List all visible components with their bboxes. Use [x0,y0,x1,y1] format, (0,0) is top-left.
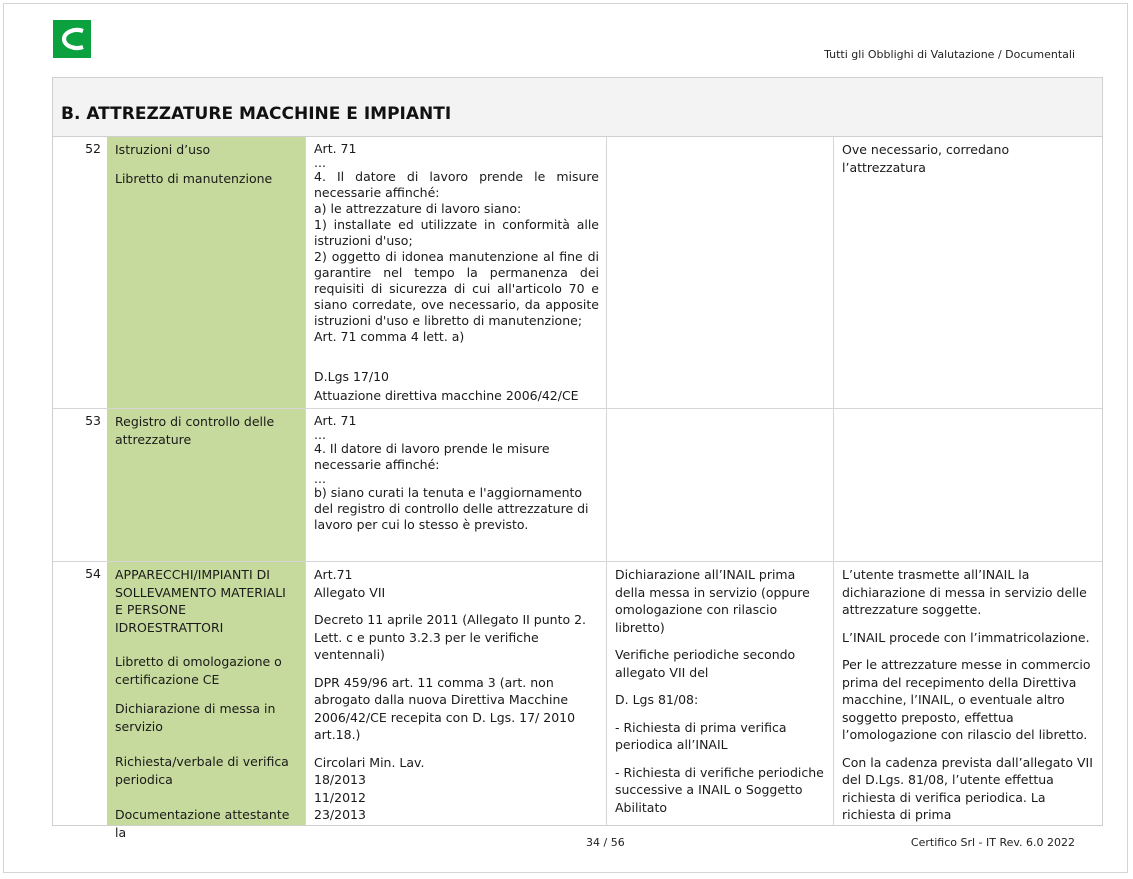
law-line: 4. Il datore di lavoro prende le misure necessarie affinché: [314,441,550,472]
row-obligation [607,562,834,825]
row-number: 53 [85,413,101,428]
obligation-text: Verifiche periodiche secondo allegato VII del [615,647,796,680]
item-label: Richiesta/verbale di verifica periodica [115,754,289,787]
section-title: B. ATTREZZATURE MACCHINE E IMPIANTI [53,78,1102,137]
page-number: 34 / 56 [586,836,625,849]
row-note [834,562,1102,825]
law-line: 23/2013 [314,807,366,822]
law-line: Art. 71 [314,141,357,156]
item-label: Documentazione attestante la [115,807,290,840]
law-line: Allegato VII [314,584,386,600]
row-items [107,409,306,561]
table-row [53,562,1102,840]
law-extra: Attuazione direttiva macchine 2006/42/CE [314,388,579,403]
item-label: Istruzioni d’uso [115,142,211,157]
obligation-text: - Richiesta di verifiche periodiche successive a INAIL o Soggetto Abilitato [615,764,824,815]
row-obligation [607,409,834,561]
logo-c-icon [53,20,91,58]
law-line: b) siano curati la tenuta e l'aggiornamento del registro di controllo delle attrezzature di lavoro per cui lo stesso è previsto. [314,485,589,532]
row-note [834,137,1102,408]
law-line: Art. 71 [314,413,357,428]
table-row [53,137,1102,409]
law-line: 1) installate ed utilizzate in conformità alle istruzioni d'uso; [314,217,599,248]
law-line: 4. Il datore di lavoro prende le misure necessarie affinché: [314,169,599,200]
row-law [306,137,607,408]
row-obligation [607,137,834,408]
law-line: 18/2013 [314,772,366,787]
law-line: Art. 71 comma 4 lett. a) [314,329,465,344]
header-subtitle: Tutti gli Obblighi di Valutazione / Documentali [824,48,1075,61]
obligation-text: D. Lgs 81/08: [615,692,699,707]
table-body [53,137,1102,840]
obligation-text: - Richiesta di prima verifica periodica all’INAIL [615,719,787,752]
row-note [834,409,1102,561]
item-label: Dichiarazione di messa in servizio [115,701,276,734]
note-text: L’utente trasmette all’INAIL la dichiarazione di messa in servizio delle attrezzature soggette. [842,567,1087,617]
item-label: Libretto di manutenzione [115,170,273,186]
law-line: DPR 459/96 art. 11 comma 3 (art. non abrogato dalla nuova Direttiva Macchine 2006/42/CE recepita con D. Lgs. 17/ 2010 art.18.) [314,674,576,742]
row-law [306,562,607,825]
law-line: 11/2012 [314,789,366,805]
law-line: 2) oggetto di idonea manutenzione al fine di garantire nel tempo la permanenza dei requisiti di sicurezza di cui all'articolo 70 e siano corredate, ove necessario, da apposite istruzioni d'uso e libretto di manutenzione; [314,249,599,328]
item-label: Registro di controllo delle attrezzature [115,414,275,447]
item-label: Libretto di omologazione o certificazione CE [115,654,282,687]
row-items [107,562,306,840]
note-text: Per le attrezzature messe in commercio prima del recepimento della Direttiva macchine, l’INAIL, o eventuale altro soggetto preposto, effettua l’omologazione con rilascio del libretto. [842,657,1091,742]
law-line: a) le attrezzature di lavoro siano: [314,201,522,216]
law-line: ... [314,155,326,170]
row-law [306,409,607,561]
table-row [53,409,1102,562]
law-line: ... [314,427,326,442]
law-line: Circolari Min. Lav. [314,754,425,770]
law-line: Art.71 [314,567,353,582]
note-text: Ove necessario, corredano l’attrezzatura [842,142,1010,175]
law-extra: D.Lgs 17/10 [314,369,390,384]
law-line: Decreto 11 aprile 2011 (Allegato II punto 2. Lett. c e punto 3.2.3 per le verifiche ventennali) [314,612,587,662]
law-line: ... [314,471,326,486]
note-text: L’INAIL procede con l’immatricolazione. [842,629,1090,645]
row-number: 52 [85,141,101,156]
row-number: 54 [85,566,101,581]
item-label: APPARECCHI/IMPIANTI DI SOLLEVAMENTO MATERIALI E PERSONE IDROESTRATTORI [115,567,286,635]
row-items [107,137,306,408]
certifico-logo [53,20,91,58]
obligation-text: Dichiarazione all’INAIL prima della messa in servizio (oppure omologazione con rilascio libretto) [615,567,810,635]
section-table [52,77,1103,840]
note-text: Con la cadenza prevista dall’allegato VII del D.Lgs. 81/08, l’utente effettua richiesta di verifica periodica. La richiesta di prima [842,754,1093,822]
footer-company: Certifico Srl - IT Rev. 6.0 2022 [910,836,1075,849]
